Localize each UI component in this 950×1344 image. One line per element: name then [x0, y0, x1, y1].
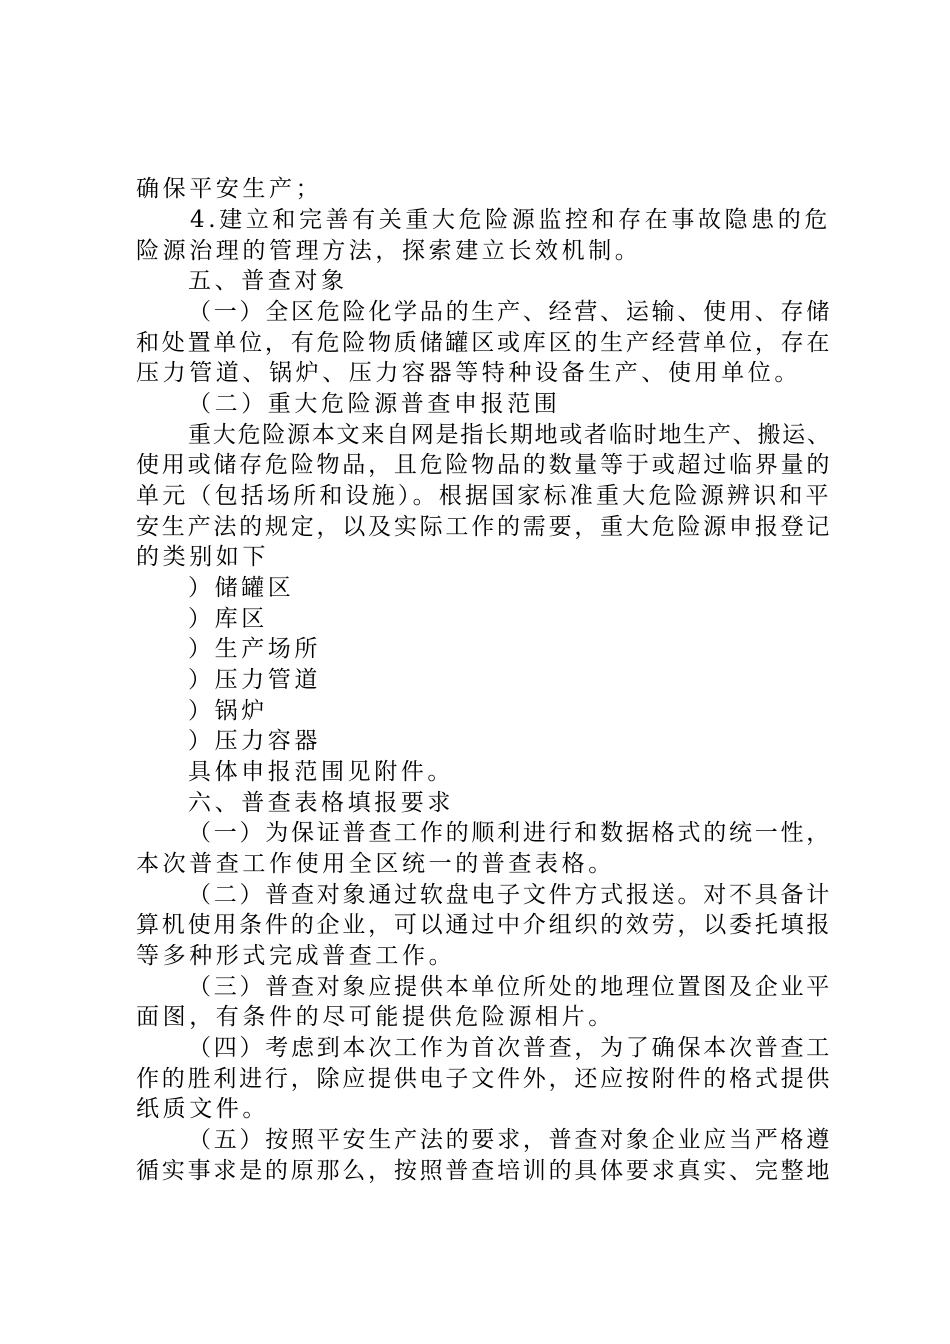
text-line: 本次普查工作使用全区统一的普查表格。: [136, 851, 615, 877]
list-item: ）生产场所: [188, 636, 321, 662]
section-heading: 六、普查表格填报要求: [188, 790, 454, 816]
list-item: ）库区: [188, 606, 268, 632]
subsection-heading: （二）重大危险源普查申报范围: [188, 391, 561, 417]
text-line: 4.建立和完善有关重大危险源监控和存在事故隐患的危: [190, 207, 831, 233]
text-line: 确保平安生产；: [136, 176, 323, 202]
text-line: 单元（包括场所和设施）。根据国家标准重大危险源辨识和平: [136, 483, 832, 509]
list-item: ）压力容器: [188, 728, 321, 754]
text-line: 等多种形式完成普查工作。: [136, 943, 456, 969]
text-line: （一）为保证普查工作的顺利进行和数据格式的统一性，: [188, 820, 832, 846]
text-line: 安生产法的规定，以及实际工作的需要，重大危险源申报登记: [136, 514, 833, 540]
text-line: 的类别如下: [136, 544, 269, 570]
text-line: （一）全区危险化学品的生产、经营、运输、使用、存储: [188, 299, 832, 325]
list-item: ）锅炉: [188, 698, 268, 724]
section-heading: 五、普查对象: [188, 268, 348, 294]
list-item: ）储罐区: [188, 575, 295, 601]
text-line: 纸质文件。: [136, 1096, 269, 1122]
text-line: （三）普查对象应提供本单位所处的地理位置图及企业平: [188, 974, 832, 1000]
text-line: 面图，有条件的尽可能提供危险源相片。: [136, 1004, 615, 1030]
text-line: 循实事求是的原那么，按照普查培训的具体要求真实、完整地: [136, 1158, 833, 1184]
text-line: 具体申报范围见附件。: [188, 759, 454, 785]
text-line: （四）考虑到本次工作为首次普查，为了确保本次普查工: [188, 1035, 832, 1061]
text-line: 和处置单位，有危险物质储罐区或库区的生产经营单位，存在: [136, 330, 833, 356]
list-item: ）压力管道: [188, 667, 321, 693]
text-line: 算机使用条件的企业，可以通过中介组织的效劳，以委托填报: [136, 912, 833, 938]
text-line: （五）按照平安生产法的要求，普查对象企业应当严格遵: [188, 1127, 832, 1153]
text-line: 压力管道、锅炉、压力容器等特种设备生产、使用单位。: [136, 360, 801, 386]
text-line: 重大危险源本文来自网是指长期地或者临时地生产、搬运、: [188, 422, 832, 448]
text-line: 作的胜利进行，除应提供电子文件外，还应按附件的格式提供: [136, 1066, 833, 1092]
text-line: 使用或储存危险物品，且危险物品的数量等于或超过临界量的: [136, 452, 833, 478]
text-line: 险源治理的管理方法，探索建立长效机制。: [136, 238, 642, 264]
text-line: （二）普查对象通过软盘电子文件方式报送。对不具备计: [188, 882, 832, 908]
